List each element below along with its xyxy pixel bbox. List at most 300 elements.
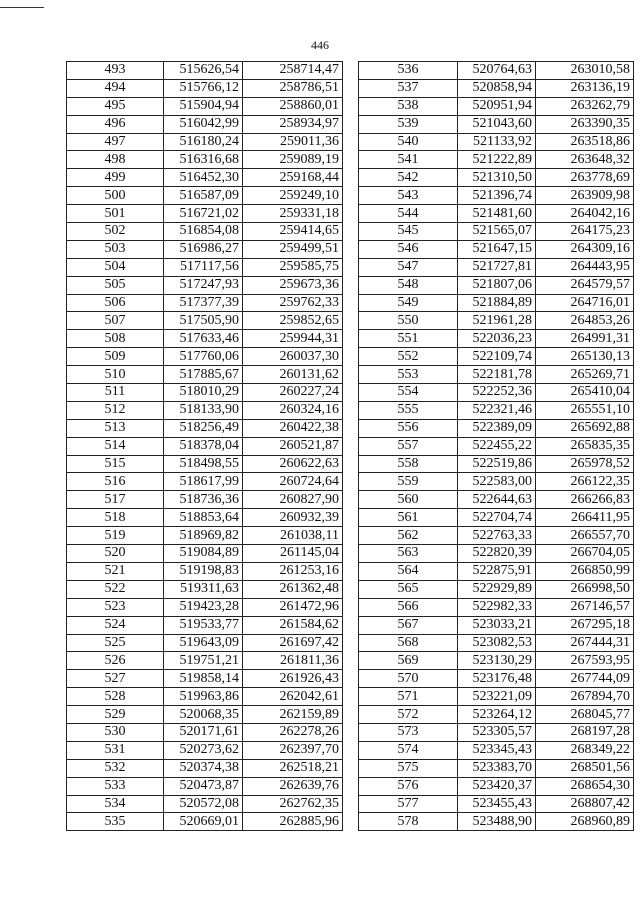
point-number: 532	[67, 759, 164, 777]
x-coordinate: 520473,87	[164, 777, 243, 795]
point-number: 565	[359, 580, 458, 598]
point-number: 556	[359, 419, 458, 437]
table-row	[359, 187, 634, 205]
x-coordinate: 516587,09	[164, 187, 243, 205]
point-number: 535	[67, 813, 164, 831]
table-row	[359, 151, 634, 169]
x-coordinate: 518969,82	[164, 527, 243, 545]
table-row	[359, 348, 634, 366]
table-row	[359, 616, 634, 634]
point-number: 538	[359, 97, 458, 115]
table-row	[67, 133, 343, 151]
point-number: 524	[67, 616, 164, 634]
y-coordinate: 264716,01	[536, 294, 634, 312]
x-coordinate: 521396,74	[458, 187, 536, 205]
table-row	[359, 473, 634, 491]
x-coordinate: 516854,08	[164, 223, 243, 241]
table-row	[67, 187, 343, 205]
x-coordinate: 520669,01	[164, 813, 243, 831]
x-coordinate: 519533,77	[164, 616, 243, 634]
table-row	[359, 384, 634, 402]
x-coordinate: 522583,00	[458, 473, 536, 491]
table-row	[67, 276, 343, 294]
x-coordinate: 515626,54	[164, 62, 243, 80]
x-coordinate: 523082,53	[458, 634, 536, 652]
point-number: 543	[359, 187, 458, 205]
table-row	[67, 616, 343, 634]
y-coordinate: 265835,35	[536, 437, 634, 455]
point-number: 522	[67, 580, 164, 598]
point-number: 511	[67, 384, 164, 402]
point-number: 558	[359, 455, 458, 473]
x-coordinate: 522109,74	[458, 348, 536, 366]
x-coordinate: 518378,04	[164, 437, 243, 455]
x-coordinate: 522036,23	[458, 330, 536, 348]
point-number: 541	[359, 151, 458, 169]
point-number: 551	[359, 330, 458, 348]
x-coordinate: 519084,89	[164, 545, 243, 563]
x-coordinate: 517760,06	[164, 348, 243, 366]
y-coordinate: 264991,31	[536, 330, 634, 348]
point-number: 494	[67, 79, 164, 97]
x-coordinate: 523221,09	[458, 688, 536, 706]
point-number: 546	[359, 240, 458, 258]
y-coordinate: 260227,24	[243, 384, 343, 402]
point-number: 520	[67, 545, 164, 563]
x-coordinate: 523264,12	[458, 706, 536, 724]
x-coordinate: 518133,90	[164, 401, 243, 419]
point-number: 528	[67, 688, 164, 706]
x-coordinate: 521807,06	[458, 276, 536, 294]
point-number: 515	[67, 455, 164, 473]
table-row	[359, 258, 634, 276]
y-coordinate: 262042,61	[243, 688, 343, 706]
point-number: 537	[359, 79, 458, 97]
point-number: 502	[67, 223, 164, 241]
y-coordinate: 266266,83	[536, 491, 634, 509]
point-number: 544	[359, 205, 458, 223]
table-row	[359, 813, 634, 831]
table-row	[67, 223, 343, 241]
y-coordinate: 260724,64	[243, 473, 343, 491]
table-row	[67, 348, 343, 366]
y-coordinate: 264579,57	[536, 276, 634, 294]
y-coordinate: 264175,23	[536, 223, 634, 241]
point-number: 506	[67, 294, 164, 312]
point-number: 495	[67, 97, 164, 115]
y-coordinate: 266411,95	[536, 509, 634, 527]
x-coordinate: 519751,21	[164, 652, 243, 670]
x-coordinate: 519858,14	[164, 670, 243, 688]
table-row	[67, 795, 343, 813]
point-number: 561	[359, 509, 458, 527]
x-coordinate: 521647,15	[458, 240, 536, 258]
x-coordinate: 515766,12	[164, 79, 243, 97]
table-row	[67, 205, 343, 223]
point-number: 513	[67, 419, 164, 437]
x-coordinate: 516986,27	[164, 240, 243, 258]
y-coordinate: 259673,36	[243, 276, 343, 294]
y-coordinate: 268501,56	[536, 759, 634, 777]
point-number: 578	[359, 813, 458, 831]
table-row	[359, 79, 634, 97]
table-row	[359, 545, 634, 563]
y-coordinate: 259414,65	[243, 223, 343, 241]
point-number: 517	[67, 491, 164, 509]
x-coordinate: 521481,60	[458, 205, 536, 223]
header-rule	[0, 7, 44, 8]
y-coordinate: 260422,38	[243, 419, 343, 437]
y-coordinate: 267146,57	[536, 598, 634, 616]
table-row	[67, 79, 343, 97]
x-coordinate: 520572,08	[164, 795, 243, 813]
y-coordinate: 265410,04	[536, 384, 634, 402]
table-row	[67, 294, 343, 312]
point-number: 552	[359, 348, 458, 366]
x-coordinate: 522389,09	[458, 419, 536, 437]
x-coordinate: 522820,39	[458, 545, 536, 563]
point-number: 540	[359, 133, 458, 151]
x-coordinate: 518256,49	[164, 419, 243, 437]
y-coordinate: 261145,04	[243, 545, 343, 563]
point-number: 536	[359, 62, 458, 80]
point-number: 519	[67, 527, 164, 545]
y-coordinate: 265978,52	[536, 455, 634, 473]
table-row	[67, 455, 343, 473]
point-number: 499	[67, 169, 164, 187]
table-row	[67, 562, 343, 580]
table-row	[67, 473, 343, 491]
x-coordinate: 522455,22	[458, 437, 536, 455]
x-coordinate: 522644,63	[458, 491, 536, 509]
y-coordinate: 267744,09	[536, 670, 634, 688]
x-coordinate: 523305,57	[458, 723, 536, 741]
point-number: 573	[359, 723, 458, 741]
y-coordinate: 268197,28	[536, 723, 634, 741]
x-coordinate: 520858,94	[458, 79, 536, 97]
table-row	[359, 741, 634, 759]
point-number: 493	[67, 62, 164, 80]
table-row	[359, 759, 634, 777]
x-coordinate: 520764,63	[458, 62, 536, 80]
table-row	[67, 688, 343, 706]
point-number: 562	[359, 527, 458, 545]
x-coordinate: 517885,67	[164, 366, 243, 384]
table-row	[67, 115, 343, 133]
point-number: 516	[67, 473, 164, 491]
y-coordinate: 264042,16	[536, 205, 634, 223]
point-number: 574	[359, 741, 458, 759]
point-number: 525	[67, 634, 164, 652]
table-row	[359, 670, 634, 688]
point-number: 510	[67, 366, 164, 384]
point-number: 563	[359, 545, 458, 563]
y-coordinate: 264443,95	[536, 258, 634, 276]
point-number: 549	[359, 294, 458, 312]
y-coordinate: 261253,16	[243, 562, 343, 580]
table-row	[67, 401, 343, 419]
x-coordinate: 522321,46	[458, 401, 536, 419]
y-coordinate: 260324,16	[243, 401, 343, 419]
table-row	[67, 97, 343, 115]
x-coordinate: 520068,35	[164, 706, 243, 724]
point-number: 512	[67, 401, 164, 419]
x-coordinate: 523345,43	[458, 741, 536, 759]
point-number: 530	[67, 723, 164, 741]
y-coordinate: 258934,97	[243, 115, 343, 133]
x-coordinate: 518498,55	[164, 455, 243, 473]
point-number: 521	[67, 562, 164, 580]
y-coordinate: 266850,99	[536, 562, 634, 580]
point-number: 555	[359, 401, 458, 419]
y-coordinate: 262278,26	[243, 723, 343, 741]
y-coordinate: 259089,19	[243, 151, 343, 169]
point-number: 527	[67, 670, 164, 688]
table-row	[359, 115, 634, 133]
y-coordinate: 263136,19	[536, 79, 634, 97]
table-row	[67, 437, 343, 455]
point-number: 501	[67, 205, 164, 223]
y-coordinate: 259168,44	[243, 169, 343, 187]
table-row	[359, 437, 634, 455]
x-coordinate: 516042,99	[164, 115, 243, 133]
point-number: 547	[359, 258, 458, 276]
point-number: 533	[67, 777, 164, 795]
point-number: 498	[67, 151, 164, 169]
x-coordinate: 519643,09	[164, 634, 243, 652]
table-row	[67, 706, 343, 724]
x-coordinate: 521961,28	[458, 312, 536, 330]
y-coordinate: 259944,31	[243, 330, 343, 348]
x-coordinate: 519963,86	[164, 688, 243, 706]
page-number: 446	[311, 38, 329, 52]
table-row	[67, 151, 343, 169]
y-coordinate: 266122,35	[536, 473, 634, 491]
y-coordinate: 266557,70	[536, 527, 634, 545]
y-coordinate: 259852,65	[243, 312, 343, 330]
table-row	[359, 491, 634, 509]
point-number: 567	[359, 616, 458, 634]
x-coordinate: 519311,63	[164, 580, 243, 598]
x-coordinate: 518617,99	[164, 473, 243, 491]
y-coordinate: 262639,76	[243, 777, 343, 795]
y-coordinate: 262397,70	[243, 741, 343, 759]
y-coordinate: 263390,35	[536, 115, 634, 133]
y-coordinate: 263010,58	[536, 62, 634, 80]
y-coordinate: 265269,71	[536, 366, 634, 384]
table-row	[359, 598, 634, 616]
x-coordinate: 523455,43	[458, 795, 536, 813]
point-number: 577	[359, 795, 458, 813]
x-coordinate: 522875,91	[458, 562, 536, 580]
point-number: 503	[67, 240, 164, 258]
point-number: 550	[359, 312, 458, 330]
point-number: 509	[67, 348, 164, 366]
table-row	[67, 330, 343, 348]
point-number: 568	[359, 634, 458, 652]
point-number: 505	[67, 276, 164, 294]
table-row	[359, 223, 634, 241]
point-number: 518	[67, 509, 164, 527]
x-coordinate: 523033,21	[458, 616, 536, 634]
table-row	[359, 580, 634, 598]
y-coordinate: 258714,47	[243, 62, 343, 80]
y-coordinate: 259249,10	[243, 187, 343, 205]
point-number: 500	[67, 187, 164, 205]
y-coordinate: 260037,30	[243, 348, 343, 366]
y-coordinate: 261926,43	[243, 670, 343, 688]
x-coordinate: 516180,24	[164, 133, 243, 151]
table-row	[359, 419, 634, 437]
point-number: 523	[67, 598, 164, 616]
point-number: 514	[67, 437, 164, 455]
x-coordinate: 522181,78	[458, 366, 536, 384]
y-coordinate: 259499,51	[243, 240, 343, 258]
y-coordinate: 262518,21	[243, 759, 343, 777]
table-row	[67, 384, 343, 402]
table-row	[359, 205, 634, 223]
y-coordinate: 267894,70	[536, 688, 634, 706]
y-coordinate: 261038,11	[243, 527, 343, 545]
y-coordinate: 267295,18	[536, 616, 634, 634]
table-row	[67, 366, 343, 384]
y-coordinate: 264309,16	[536, 240, 634, 258]
x-coordinate: 517377,39	[164, 294, 243, 312]
x-coordinate: 517505,90	[164, 312, 243, 330]
x-coordinate: 520951,94	[458, 97, 536, 115]
point-number: 570	[359, 670, 458, 688]
y-coordinate: 259585,75	[243, 258, 343, 276]
table-row	[67, 652, 343, 670]
point-number: 560	[359, 491, 458, 509]
y-coordinate: 265130,13	[536, 348, 634, 366]
y-coordinate: 263909,98	[536, 187, 634, 205]
y-coordinate: 264853,26	[536, 312, 634, 330]
y-coordinate: 258786,51	[243, 79, 343, 97]
table-row	[359, 169, 634, 187]
y-coordinate: 259011,36	[243, 133, 343, 151]
table-row	[359, 777, 634, 795]
y-coordinate: 265692,88	[536, 419, 634, 437]
x-coordinate: 522252,36	[458, 384, 536, 402]
point-number: 571	[359, 688, 458, 706]
table-row	[67, 759, 343, 777]
y-coordinate: 260932,39	[243, 509, 343, 527]
table-row	[359, 97, 634, 115]
point-number: 504	[67, 258, 164, 276]
table-row	[359, 62, 634, 80]
x-coordinate: 520273,62	[164, 741, 243, 759]
x-coordinate: 521222,89	[458, 151, 536, 169]
table-row	[67, 580, 343, 598]
x-coordinate: 516721,02	[164, 205, 243, 223]
point-number: 539	[359, 115, 458, 133]
table-row	[359, 634, 634, 652]
table-row	[67, 777, 343, 795]
y-coordinate: 261811,36	[243, 652, 343, 670]
table-row	[359, 723, 634, 741]
table-row	[67, 509, 343, 527]
y-coordinate: 262885,96	[243, 813, 343, 831]
x-coordinate: 516452,30	[164, 169, 243, 187]
y-coordinate: 268960,89	[536, 813, 634, 831]
table-row	[359, 795, 634, 813]
point-number: 507	[67, 312, 164, 330]
y-coordinate: 266704,05	[536, 545, 634, 563]
y-coordinate: 266998,50	[536, 580, 634, 598]
y-coordinate: 260131,62	[243, 366, 343, 384]
table-row	[67, 813, 343, 831]
x-coordinate: 518736,36	[164, 491, 243, 509]
table-row	[359, 330, 634, 348]
point-number: 566	[359, 598, 458, 616]
y-coordinate: 260622,63	[243, 455, 343, 473]
y-coordinate: 263262,79	[536, 97, 634, 115]
point-number: 553	[359, 366, 458, 384]
x-coordinate: 517247,93	[164, 276, 243, 294]
y-coordinate: 262762,35	[243, 795, 343, 813]
x-coordinate: 521884,89	[458, 294, 536, 312]
point-number: 526	[67, 652, 164, 670]
x-coordinate: 523383,70	[458, 759, 536, 777]
coordinates-table-left	[66, 61, 343, 831]
point-number: 548	[359, 276, 458, 294]
table-row	[67, 598, 343, 616]
point-number: 575	[359, 759, 458, 777]
x-coordinate: 522929,89	[458, 580, 536, 598]
x-coordinate: 521133,92	[458, 133, 536, 151]
point-number: 576	[359, 777, 458, 795]
y-coordinate: 267444,31	[536, 634, 634, 652]
y-coordinate: 263648,32	[536, 151, 634, 169]
point-number: 529	[67, 706, 164, 724]
table-row	[67, 169, 343, 187]
table-row	[67, 545, 343, 563]
table-row	[359, 294, 634, 312]
y-coordinate: 263778,69	[536, 169, 634, 187]
table-row	[67, 723, 343, 741]
point-number: 508	[67, 330, 164, 348]
y-coordinate: 268654,30	[536, 777, 634, 795]
table-row	[67, 258, 343, 276]
x-coordinate: 523176,48	[458, 670, 536, 688]
point-number: 559	[359, 473, 458, 491]
point-number: 497	[67, 133, 164, 151]
y-coordinate: 261584,62	[243, 616, 343, 634]
y-coordinate: 268349,22	[536, 741, 634, 759]
point-number: 542	[359, 169, 458, 187]
x-coordinate: 519198,83	[164, 562, 243, 580]
x-coordinate: 519423,28	[164, 598, 243, 616]
x-coordinate: 516316,68	[164, 151, 243, 169]
table-row	[359, 652, 634, 670]
point-number: 564	[359, 562, 458, 580]
table-row	[359, 509, 634, 527]
y-coordinate: 268045,77	[536, 706, 634, 724]
table-row	[359, 240, 634, 258]
table-row	[359, 366, 634, 384]
y-coordinate: 261472,96	[243, 598, 343, 616]
table-row	[67, 527, 343, 545]
table-row	[67, 419, 343, 437]
table-row	[359, 527, 634, 545]
x-coordinate: 520171,61	[164, 723, 243, 741]
table-row	[359, 562, 634, 580]
table-row	[359, 312, 634, 330]
table-row	[359, 401, 634, 419]
y-coordinate: 262159,89	[243, 706, 343, 724]
table-row	[359, 706, 634, 724]
